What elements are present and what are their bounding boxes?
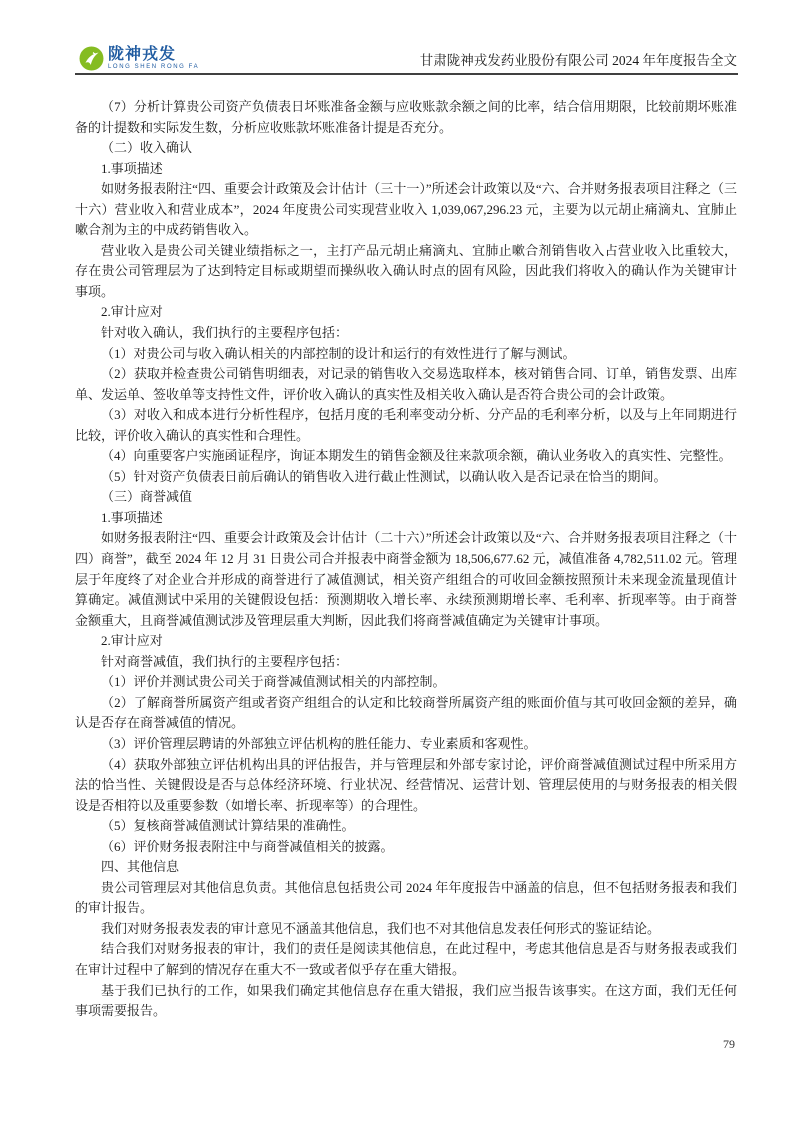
- paragraph: （3）评价管理层聘请的外部独立评估机构的胜任能力、专业素质和客观性。: [101, 735, 537, 751]
- paragraph: 我们对财务报表发表的审计意见不涵盖其他信息，我们也不对其他信息发表任何形式的鉴证结论。: [101, 920, 661, 936]
- paragraph: （7）分析计算贵公司资产负债表日坏账准备金额与应收账款余额之间的比率，结合信用期限，比较前期坏账准备的计提数和实际发生数，分析应收账款坏账准备计提是否充分。: [75, 99, 737, 135]
- paragraph: 2.审计应对: [101, 633, 163, 649]
- paragraph: 结合我们对财务报表的审计，我们的责任是阅读其他信息，在此过程中，考虑其他信息是否与财务报表或我们在审计过程中了解到的情况存在重大不一致或者似乎存在重大错报。: [75, 941, 737, 977]
- paragraph: （4）获取外部独立评估机构出具的评估报告，并与管理层和外部专家讨论，评价商誉减值测试过程中所采用方法的恰当性、关键假设是否与总体经济环境、行业状况、经营情况、运营计划、管理层使用的与财务报表的相关假设是否相符以及重要参数（如增长率、折现率等）的合理性。: [75, 756, 737, 813]
- paragraph: （1）对贵公司与收入确认相关的内部控制的设计和运行的有效性进行了解与测试。: [101, 345, 576, 361]
- document-body: [75, 97, 737, 1022]
- paragraph: 1.事项描述: [101, 509, 163, 525]
- paragraph: （4）向重要客户实施函证程序，询证本期发生的销售金额及往来款项余额，确认业务收入的真实性、完整性。: [101, 448, 732, 464]
- page-number: 79: [723, 1037, 735, 1051]
- page-header: [75, 0, 737, 75]
- paragraph: （1）评价并测试贵公司关于商誉减值测试相关的内部控制。: [101, 674, 446, 690]
- paragraph: （2）获取并检查贵公司销售明细表，对记录的销售收入交易选取样本，核对销售合同、订单，销售发票、出库单、发运单、签收单等支持性文件，评价收入确认的真实性及相关收入确认是否符合贵公司的会计政策。: [75, 366, 737, 402]
- paragraph: 2.审计应对: [101, 304, 163, 320]
- paragraph: （6）评价财务报表附注中与商誉减值相关的披露。: [101, 838, 394, 854]
- paragraph: 营业收入是贵公司关键业绩指标之一，主打产品元胡止痛滴丸、宜肺止嗽合剂销售收入占营业收入比重较大，存在贵公司管理层为了达到特定目标或期望而操纵收入确认时点的固有风险，因此我们将收入的确认作为关键审计事项。: [75, 242, 737, 299]
- paragraph: 四、其他信息: [101, 859, 180, 875]
- brand-name-en: LONG SHEN RONG FA: [108, 64, 200, 70]
- paragraph: 如财务报表附注“四、重要会计政策及会计估计（三十一）”所述会计政策以及“六、合并财务报表项目注释之（三十六）营业收入和营业成本”，2024 年度贵公司实现营业收入 1,039,067,296.23 元，主要为以元胡止痛滴丸、宜肺止嗽合剂为主的中成药销售收入。: [75, 181, 737, 238]
- longshen-logo-icon: [79, 46, 104, 71]
- paragraph: （2）了解商誉所属资产组或者资产组组合的认定和比较商誉所属资产组的账面价值与其可收回金额的差异，确认是否存在商誉减值的情况。: [75, 694, 737, 731]
- paragraph: 1.事项描述: [101, 160, 163, 176]
- report-title: 甘肃陇神戎发药业股份有限公司 2024 年年度报告全文: [419, 53, 737, 68]
- paragraph: 贵公司管理层对其他信息负责。其他信息包括贵公司 2024 年年度报告中涵盖的信息，但不包括财务报表和我们的审计报告。: [75, 879, 737, 916]
- paragraph: 如财务报表附注“四、重要会计政策及会计估计（二十六）”所述会计政策以及“六、合并财务报表项目注释之（十四）商誉”，截至 2024 年 12 月 31 日贵公司合并报表中商誉金额为 18,506,677.62 元，减值准备 4,782,511.02 元。管理层于年度终了对企业合并形成的商誉进行了减值测试，相关资产组组合的可收回金额按照预计未来现金流量现值计算确定。减值测试中采用的关键假设包括：预测期收入增长率、永续预测期增长率、毛利率、折现率等。由于商誉金额重大，且商誉减值测试涉及管理层重大判断，因此我们将商誉减值确定为关键审计事项。: [75, 530, 737, 628]
- paragraph: （5）复核商誉减值测试计算结果的准确性。: [101, 818, 355, 834]
- paragraph: （5）针对资产负债表日前后确认的销售收入进行截止性测试，以确认收入是否记录在恰当的期间。: [101, 468, 667, 484]
- paragraph: 基于我们已执行的工作，如果我们确定其他信息存在重大错报，我们应当报告该事实。在这方面，我们无任何事项需要报告。: [75, 982, 737, 1019]
- paragraph: （三）商誉减值: [101, 489, 193, 505]
- company-logo: [79, 46, 199, 71]
- logo-text: [108, 46, 199, 71]
- header-divider: [75, 73, 738, 75]
- paragraph: （二）收入确认: [101, 140, 193, 156]
- brand-name-cn: 陇神戎发: [108, 46, 177, 63]
- paragraph: 针对商誉减值，我们执行的主要程序包括：: [101, 653, 349, 669]
- paragraph: （3）对收入和成本进行分析性程序，包括月度的毛利率变动分析、分产品的毛利率分析，以及与上年同期进行比较，评价收入确认的真实性和合理性。: [75, 407, 737, 443]
- paragraph: 针对收入确认，我们执行的主要程序包括：: [101, 325, 349, 341]
